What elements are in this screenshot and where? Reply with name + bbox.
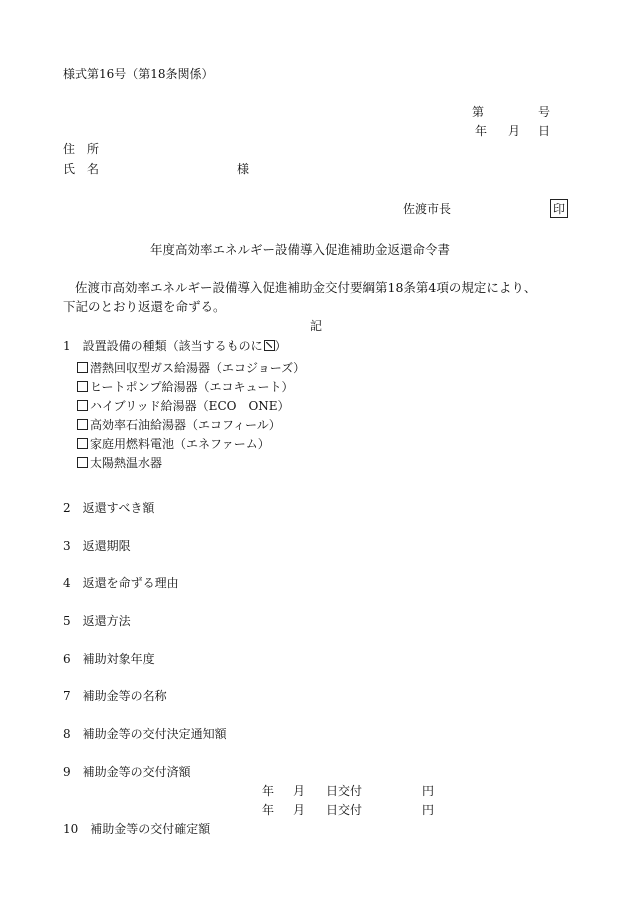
equipment-option <box>77 362 305 374</box>
item-3-heading: 3 返還期限 <box>63 539 131 553</box>
equipment-option <box>77 381 294 393</box>
document-number-prefix: 第 <box>472 105 485 119</box>
payment-row-month: 月 <box>293 784 306 798</box>
equipment-option <box>77 457 162 469</box>
checkbox-icon[interactable] <box>77 419 88 430</box>
body-line-2: 下記のとおり返還を命ずる。 <box>63 299 226 314</box>
date-day-label: 日 <box>538 124 551 138</box>
item-8-heading: 8 補助金等の交付決定通知額 <box>63 727 227 741</box>
document-title: 年度高効率エネルギー設備導入促進補助金返還命令書 <box>150 242 451 257</box>
checkbox-icon[interactable] <box>77 438 88 449</box>
checkbox-icon[interactable] <box>77 381 88 392</box>
equipment-option-label: ヒートポンプ給湯器（エコキュート） <box>90 380 294 394</box>
issuer-title: 佐渡市長 <box>403 202 452 216</box>
payment-row-year: 年 <box>262 784 275 798</box>
payment-row-day-issued: 日交付 <box>326 803 363 817</box>
equipment-option-label: 高効率石油給湯器（エコフィール） <box>90 418 281 432</box>
payment-row-yen: 円 <box>422 784 435 798</box>
item-1-text: 1 設置設備の種類（該当するものに <box>63 339 263 353</box>
seal-mark: 印 <box>550 199 568 218</box>
date-year-label: 年 <box>475 124 488 138</box>
equipment-option <box>77 419 281 431</box>
body-line-1: 佐渡市高効率エネルギー設備導入促進補助金交付要綱第18条第4項の規定により、 <box>75 280 537 295</box>
address-label: 住 所 <box>63 142 100 156</box>
checkbox-icon[interactable] <box>77 400 88 411</box>
official-seal-box <box>550 199 568 218</box>
equipment-option-label: ハイブリッド給湯器（ECO ONE） <box>90 399 290 413</box>
item-1-close: ） <box>274 339 287 353</box>
item-2-heading: 2 返還すべき額 <box>63 501 155 515</box>
item-4-heading: 4 返還を命ずる理由 <box>63 576 179 590</box>
item-5-heading: 5 返還方法 <box>63 614 131 628</box>
ki-label: 記 <box>310 319 323 333</box>
name-label: 氏 名 <box>63 162 100 176</box>
date-month-label: 月 <box>508 124 521 138</box>
payment-row-year: 年 <box>262 803 275 817</box>
payment-row-month: 月 <box>293 803 306 817</box>
checked-box-icon <box>264 340 275 351</box>
checkbox-icon[interactable] <box>77 457 88 468</box>
equipment-option <box>77 438 270 450</box>
equipment-option-label: 潜熱回収型ガス給湯器（エコジョーズ） <box>90 361 306 375</box>
equipment-option-label: 家庭用燃料電池（エネファーム） <box>90 437 270 451</box>
honorific: 様 <box>237 162 250 176</box>
form-number: 様式第16号（第18条関係） <box>63 67 214 81</box>
item-6-heading: 6 補助対象年度 <box>63 652 155 666</box>
payment-row-day-issued: 日交付 <box>326 784 363 798</box>
item-9-heading: 9 補助金等の交付済額 <box>63 765 191 779</box>
item-1-heading <box>63 340 287 352</box>
item-10-heading: 10 補助金等の交付確定額 <box>63 822 211 836</box>
payment-row-yen: 円 <box>422 803 435 817</box>
checkbox-icon[interactable] <box>77 362 88 373</box>
equipment-option <box>77 400 290 412</box>
equipment-option-label: 太陽熱温水器 <box>90 456 163 470</box>
item-7-heading: 7 補助金等の名称 <box>63 689 167 703</box>
document-number-suffix: 号 <box>538 105 551 119</box>
